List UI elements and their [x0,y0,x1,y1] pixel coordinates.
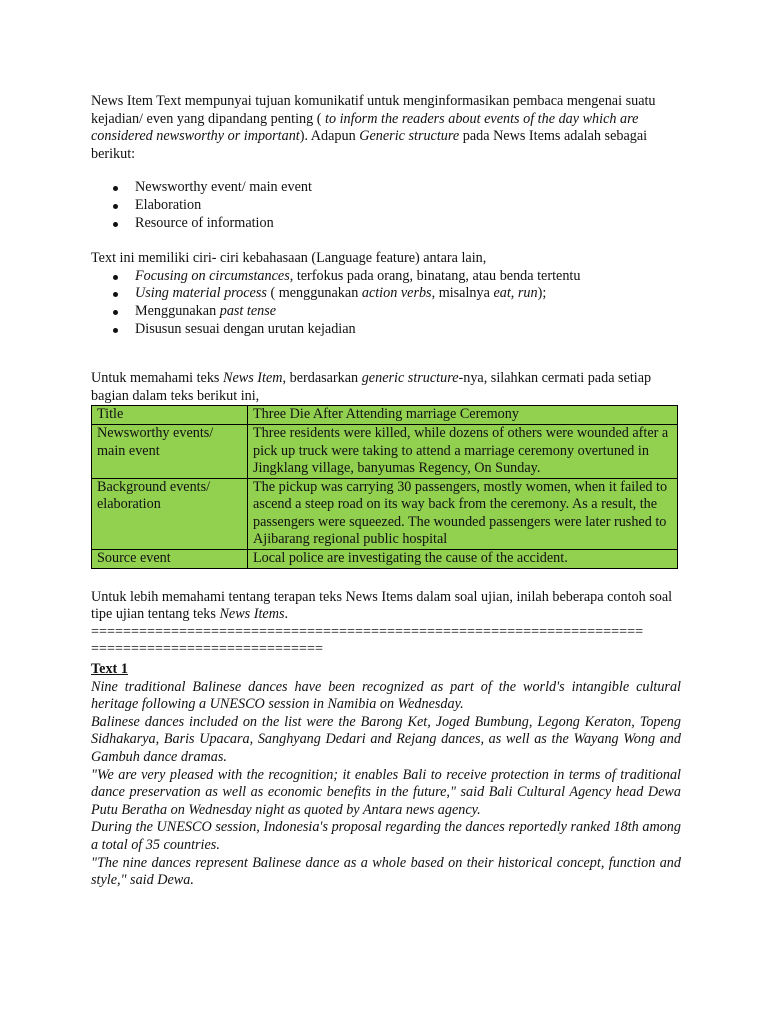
intro-paragraph [91,93,681,163]
feature-1-text: , terfokus pada orang, binatang, atau benda tertentu [289,267,581,284]
table-cell-content: Local police are investigating the cause of the accident. [248,550,678,569]
text-1-heading: Text 1 [91,661,128,678]
understand-paragraph [91,370,681,405]
list-item: Newsworthy event/ main event [91,179,681,197]
list-item [91,303,681,321]
news-item-structure-table [91,405,678,568]
feature-2-text-3: ); [537,285,547,302]
story-paragraph: During the UNESCO session, Indonesia's proposal regarding the dances reportedly ranked 18th among a total of 35 countries. [91,819,681,853]
intro-text-1: News Item Text mempunyai tujuan komunikatif untuk menginformasikan pembaca mengenai suatu kejadian/ even yang dipandang penting ( [91,93,656,127]
story-paragraph: Balinese dances included on the list were the Barong Ket, Joged Bumbung, Legong Keraton, Topeng Sidhakarya, Baris Upacara, Sanghyang Dedari and Rejang dances, as well as the Wayang Wong and Gambuh dance dramas. [91,713,681,765]
text-1-body [91,679,681,890]
language-features-list [91,268,681,338]
table-row [92,424,678,478]
exam-paragraph [91,589,681,624]
separator-line: ============================= [91,641,324,658]
intro-text-4: Generic structure [359,128,460,145]
exam-text-2: News Items [219,606,285,623]
table-row [92,406,678,425]
table-cell-label: Newsworthy events/ main event [92,424,248,478]
understand-text-4: generic structure [361,370,459,387]
feature-2-italic: Using material process [135,285,267,302]
understand-text-3: , berdasarkan [282,370,362,387]
table-cell-content: Three Die After Attending marriage Ceremony [248,406,678,425]
table-cell-label: Background events/ elaboration [92,478,248,549]
story-paragraph: "The nine dances represent Balinese dance as a whole based on their historical concept, function and style," said Dewa. [91,854,681,889]
intro-text-3: ). Adapun [299,128,360,145]
table-cell-content: Three residents were killed, while dozens of others were wounded after a pick up truck were taking to attend a marriage ceremony overtuned in Jingklang village, banyumas Regency, On Sunday. [248,424,678,478]
table-row [92,550,678,569]
feature-2-italic-2: action verbs [361,285,432,302]
list-item [91,285,681,303]
list-item: Elaboration [91,197,681,215]
feature-2-text: ( menggunakan [266,285,362,302]
intro-text-2: to inform the readers about events of the day which are considered newsworthy or important [91,110,639,145]
table-cell-content: The pickup was carrying 30 passengers, mostly women, when it failed to ascend a steep road on its way back from the ceremony. As a result, the passengers were squeezed. The wounded passengers were later rushed to Ajibarang regional public hospital [248,478,678,549]
table-cell-label: Title [92,406,248,425]
separator-line: ===================================================================== [91,623,644,640]
table-row [92,478,678,549]
list-item: Resource of information [91,215,681,233]
understand-text-2: News Item [223,370,283,387]
feature-2-text-2: , misalnya [431,285,494,302]
exam-text-1: Untuk lebih memahami tentang terapan teks News Items dalam soal ujian, inilah beberapa contoh soal tipe ujian tentang teks [91,588,673,623]
features-intro: Text ini memiliki ciri- ciri kebahasaan (Language feature) antara lain, [91,250,487,267]
understand-text-5: -nya, silahkan cermati pada setiap bagian dalam teks berikut ini, [91,370,652,404]
generic-structure-list [91,179,681,232]
feature-3-text: Menggunakan [135,302,220,319]
understand-text-1: Untuk memahami teks [91,370,223,387]
story-paragraph: "We are very pleased with the recognition; it enables Bali to receive protection in terms of traditional dance preservation as well as economic benefits in the future," said Bali Cultural Agency head Dewa Putu Beratha on Wednesday night as quoted by Antara news agency. [91,766,681,818]
list-item: Disusun sesuai dengan urutan kejadian [91,321,681,339]
intro-text-5: pada News Items adalah sebagai berikut: [91,128,648,162]
feature-2-italic-3: eat, run [493,285,538,302]
document-page [91,93,681,890]
feature-3-italic: past tense [219,302,277,319]
feature-1-italic: Focusing on circumstances [135,267,290,284]
table-cell-label: Source event [92,550,248,569]
exam-text-3: . [284,606,289,623]
story-paragraph: Nine traditional Balinese dances have been recognized as part of the world's intangible cultural heritage following a UNESCO session in Namibia on Wednesday. [91,678,681,713]
list-item [91,268,681,286]
